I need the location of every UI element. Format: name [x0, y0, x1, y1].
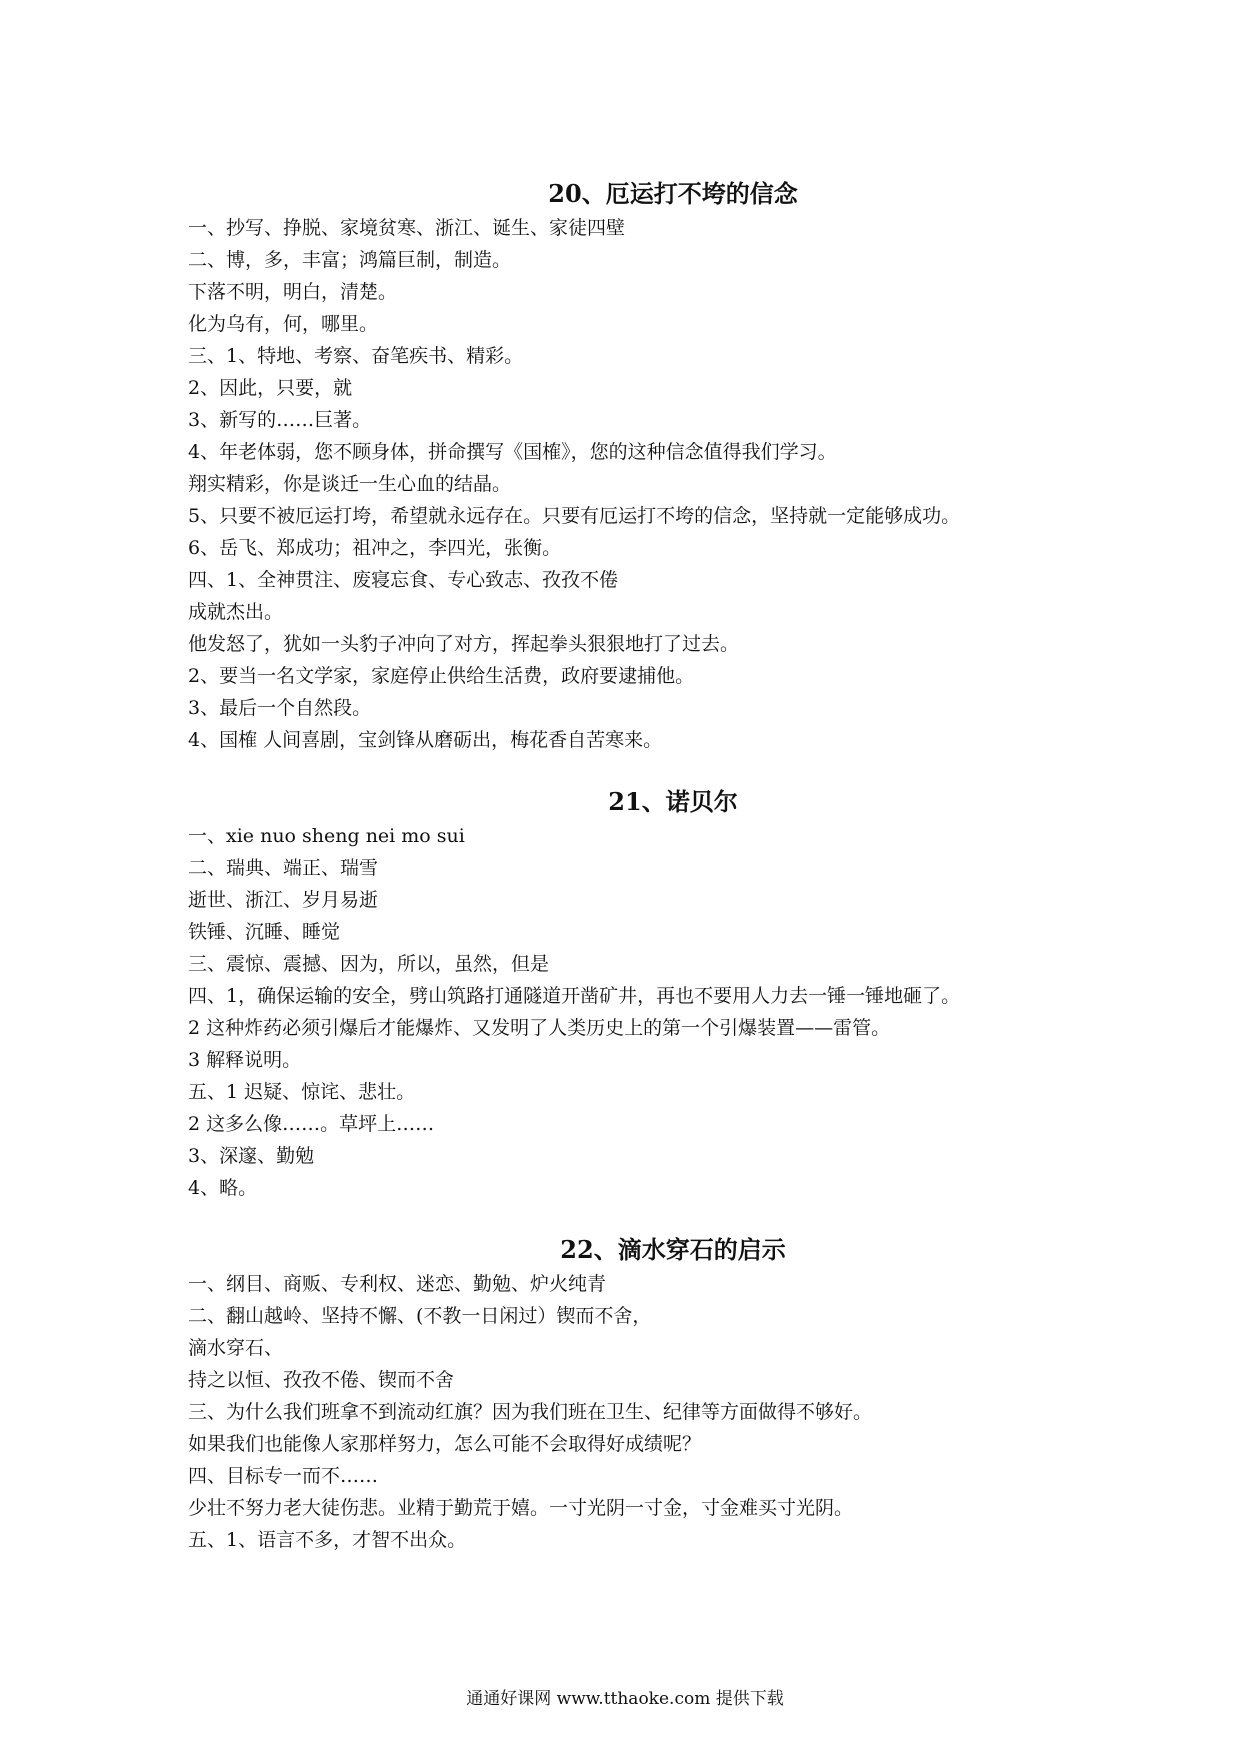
answer-line: 二、博，多，丰富；鸿篇巨制，制造。: [188, 249, 512, 271]
page-footer: 通通好课网 www.tthaoke.com 提供下载: [466, 1689, 784, 1709]
section-title: 21、诺贝尔: [608, 787, 738, 816]
section-21: [188, 786, 1088, 1204]
answer-line: 他发怒了，犹如一头豹子冲向了对方，挥起拳头狠狠地打了过去。: [188, 633, 740, 655]
answer-line: 三、为什么我们班拿不到流动红旗？因为我们班在卫生、纪律等方面做得不够好。: [188, 1401, 873, 1423]
answer-line: 铁锤、沉睡、睡觉: [188, 921, 341, 943]
answer-line: 2、因此，只要，就: [188, 377, 353, 399]
answer-line: 少壮不努力老大徒伤悲。业精于勤荒于嬉。一寸光阴一寸金，寸金难买寸光阴。: [188, 1497, 854, 1519]
answer-line: 3、最后一个自然段。: [188, 697, 372, 719]
answer-line: 一、抄写、挣脱、家境贫寒、浙江、诞生、家徒四壁: [188, 217, 626, 239]
document-content: [188, 178, 1088, 1556]
answer-line: 化为乌有，何，哪里。: [188, 313, 379, 335]
answer-line: 五、1 迟疑、惊诧、悲壮。: [188, 1081, 416, 1103]
answer-line: 5、只要不被厄运打垮，希望就永远存在。只要有厄运打不垮的信念，坚持就一定能够成功。: [188, 505, 961, 527]
answer-line: 二、瑞典、端正、瑞雪: [188, 857, 379, 879]
answer-line: 翔实精彩，你是谈迁一生心血的结晶。: [188, 473, 512, 495]
answer-line: 3、深邃、勤勉: [188, 1145, 315, 1167]
section-20: [188, 178, 1088, 756]
answer-line: 一、xie nuo sheng nei mo sui: [188, 825, 465, 847]
answer-line: 三、震惊、震撼、因为，所以，虽然，但是: [188, 953, 550, 975]
answer-line: 4、年老体弱，您不顾身体，拼命撰写《国榷》，您的这种信念值得我们学习。: [188, 441, 837, 463]
answer-line: 4、国榷 人间喜剧，宝剑锋从磨砺出，梅花香自苦寒来。: [188, 729, 663, 751]
answer-line: 2 这多么像……。草坪上……: [188, 1113, 435, 1135]
answer-line: 五、1、语言不多，才智不出众。: [188, 1529, 467, 1551]
answer-line: 四、1，确保运输的安全，劈山筑路打通隧道开凿矿井，再也不要用人力去一锤一锤地砸了。: [188, 985, 961, 1007]
answer-line: 一、纲目、商贩、专利权、迷恋、勤勉、炉火纯青: [188, 1273, 607, 1295]
answer-line: 2 这种炸药必须引爆后才能爆炸、又发明了人类历史上的第一个引爆装置——雷管。: [188, 1017, 891, 1039]
answer-line: 4、略。: [188, 1177, 258, 1199]
answer-line: 3 解释说明。: [188, 1049, 302, 1071]
answer-line: 下落不明，明白，清楚。: [188, 281, 398, 303]
answer-line: 滴水穿石、: [188, 1337, 284, 1359]
answer-line: 6、岳飞、郑成功；祖冲之，李四光，张衡。: [188, 537, 562, 559]
answer-line: 3、新写的……巨著。: [188, 409, 372, 431]
answer-line: 逝世、浙江、岁月易逝: [188, 889, 379, 911]
section-title: 22、滴水穿石的启示: [560, 1235, 786, 1264]
answer-line: 持之以恒、孜孜不倦、锲而不舍: [188, 1369, 455, 1391]
section-22: [188, 1234, 1088, 1556]
section-title: 20、厄运打不垮的信念: [548, 179, 798, 208]
answer-line: 三、1、特地、考察、奋笔疾书、精彩。: [188, 345, 524, 367]
answer-line: 2、要当一名文学家，家庭停止供给生活费，政府要逮捕他。: [188, 665, 695, 687]
answer-line: 四、目标专一而不……: [188, 1465, 379, 1487]
answer-line: 二、翻山越岭、坚持不懈、(不教一日闲过）锲而不舍，: [188, 1305, 652, 1327]
answer-line: 四、1、全神贯注、废寝忘食、专心致志、孜孜不倦: [188, 569, 619, 591]
answer-line: 如果我们也能像人家那样努力，怎么可能不会取得好成绩呢？: [188, 1433, 702, 1455]
answer-line: 成就杰出。: [188, 601, 284, 623]
